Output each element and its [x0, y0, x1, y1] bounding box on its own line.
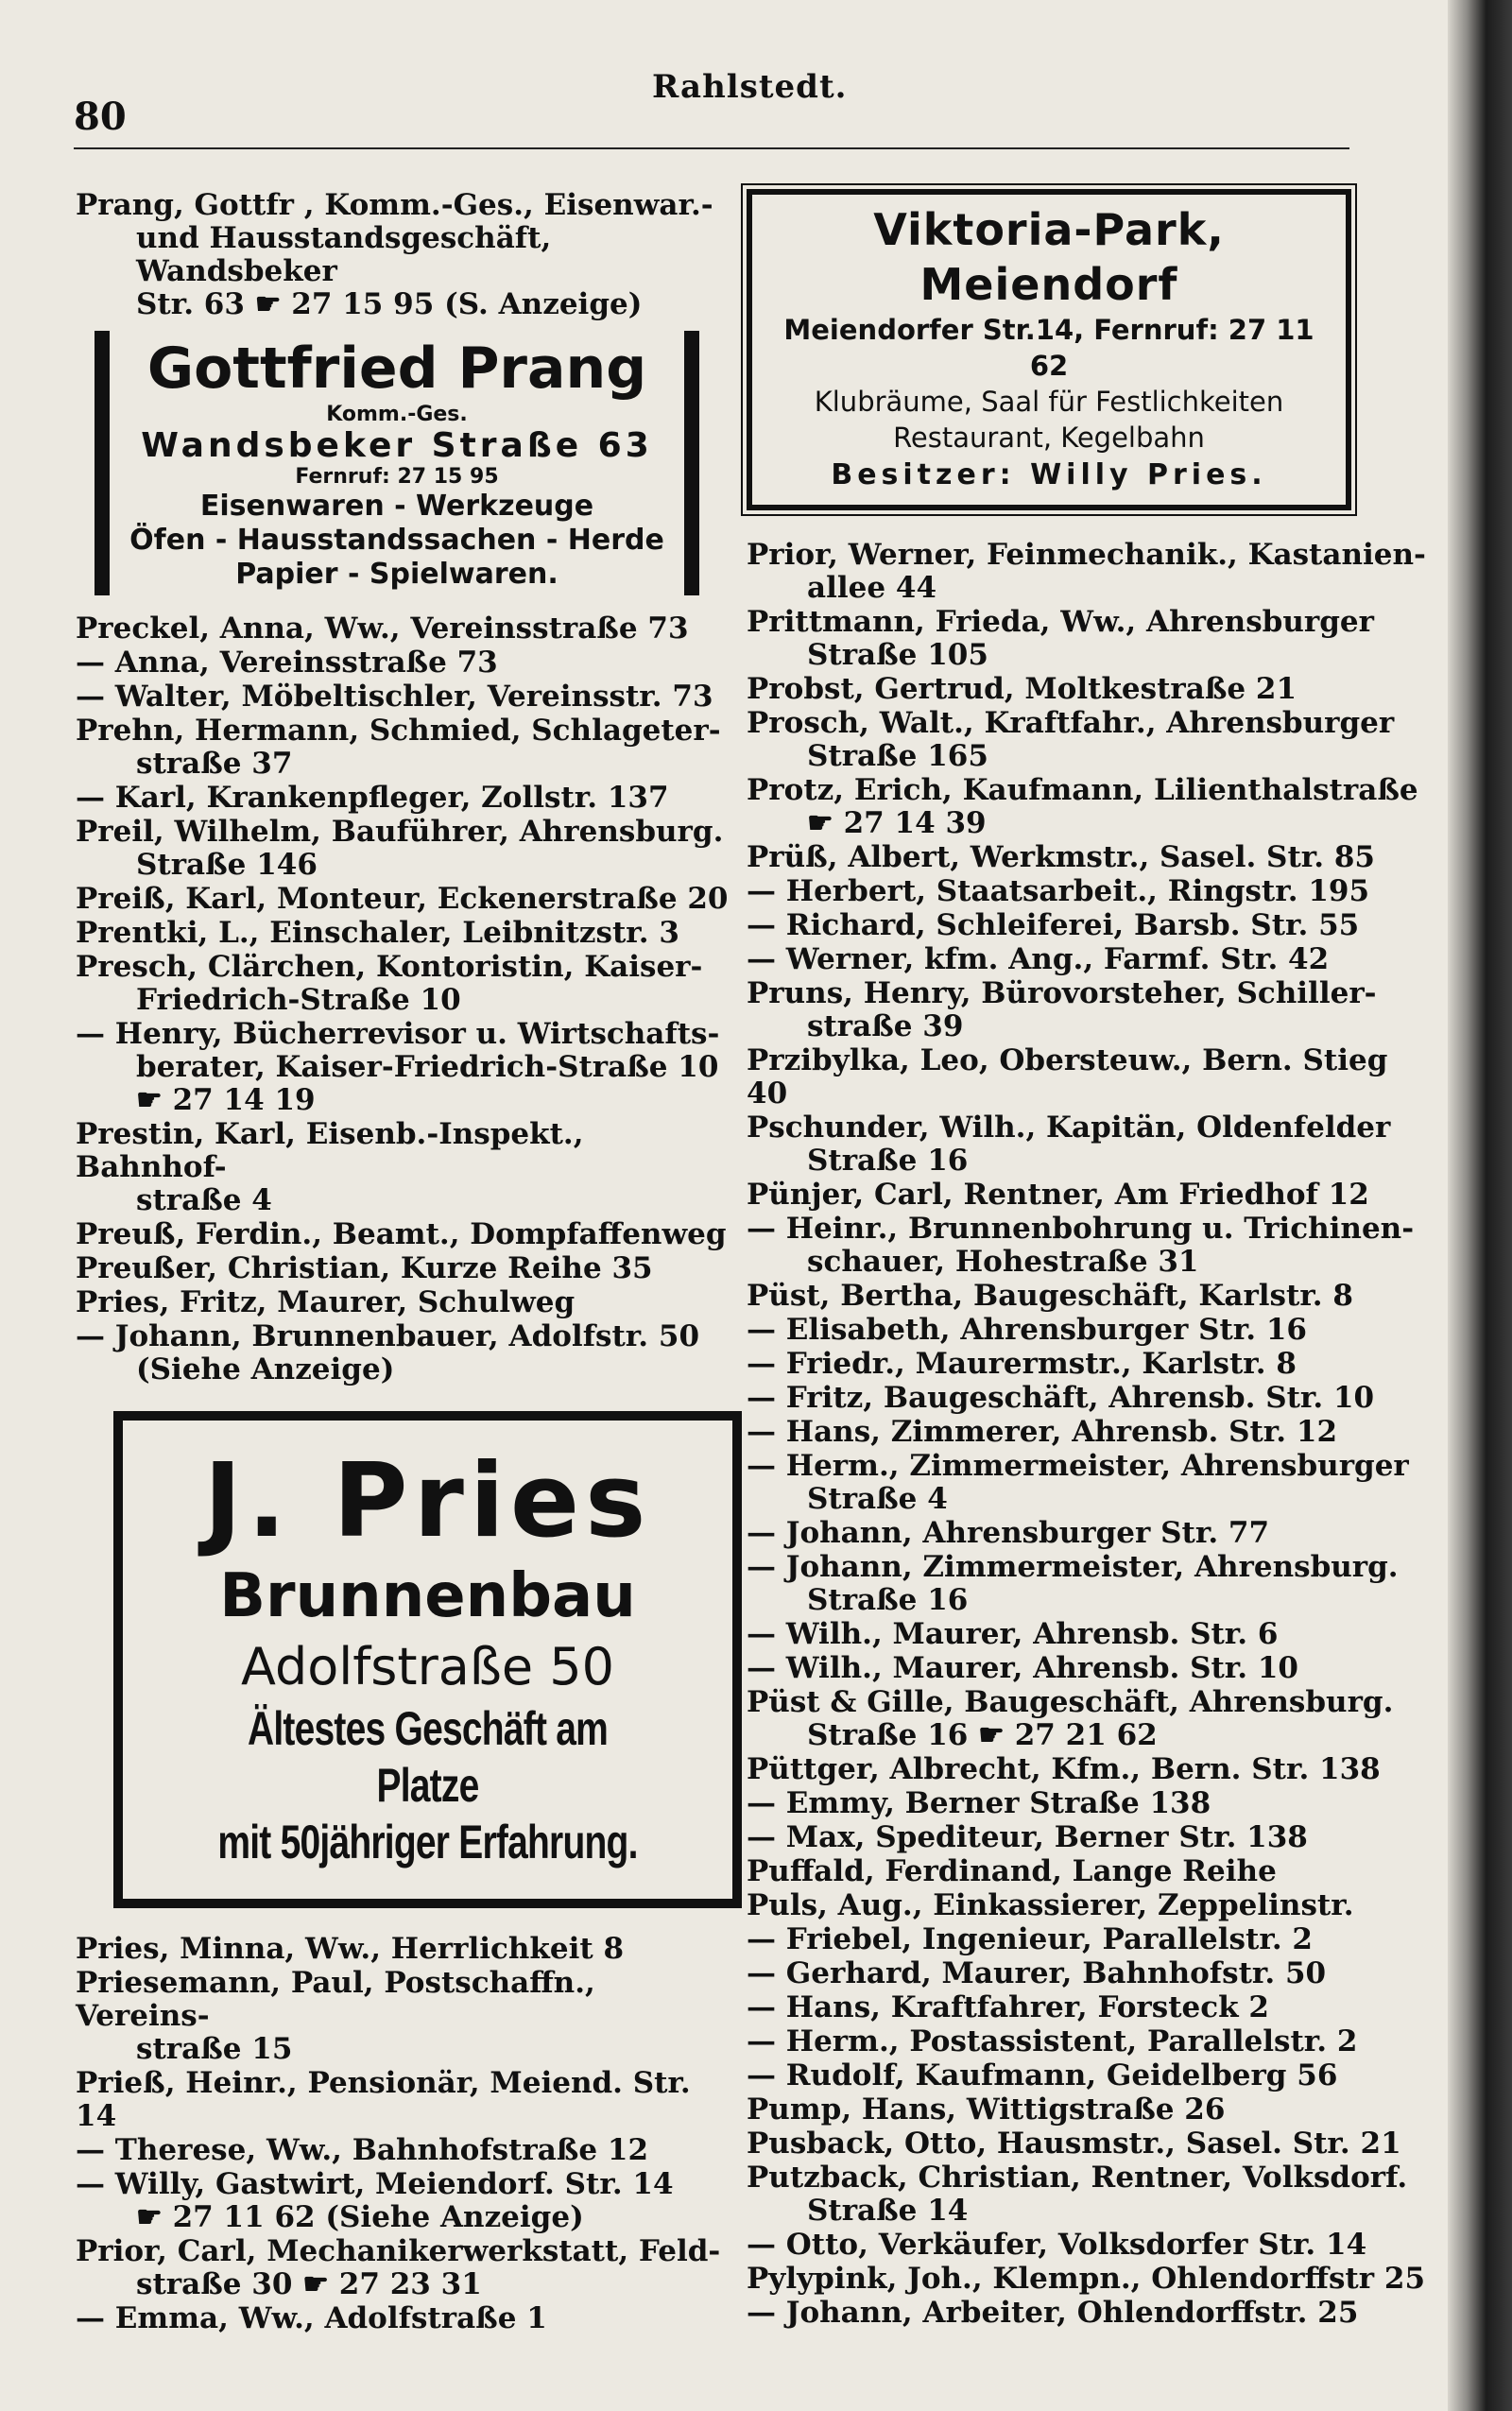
- entry-line: — Johann, Ahrensburger Str. 77: [747, 1516, 1270, 1550]
- directory-entry: [747, 875, 1427, 908]
- directory-entry: [747, 1889, 1427, 1922]
- directory-entry: [76, 816, 737, 882]
- entry-line: Przibylka, Leo, Obersteuw., Bern. Stieg 40: [747, 1043, 1388, 1111]
- directory-entry: [747, 2127, 1427, 2161]
- entry-line: Pump, Hans, Wittigstraße 26: [747, 2092, 1226, 2127]
- directory-entry: [76, 1218, 737, 1251]
- directory-entry: [76, 189, 737, 321]
- directory-entry: [76, 782, 737, 815]
- entry-continuation: Str. 63 ☛ 27 15 95 (S. Anzeige): [136, 287, 643, 321]
- directory-entry: [747, 539, 1427, 605]
- running-head: Rahlstedt.: [652, 68, 848, 106]
- directory-entry: [747, 606, 1427, 672]
- entry-line: — Fritz, Baugeschäft, Ahrensb. Str. 10: [747, 1381, 1375, 1415]
- entry-line: Preckel, Anna, Ww., Vereinsstraße 73: [76, 611, 689, 646]
- entry-continuation: straße 37: [136, 747, 293, 781]
- entry-continuation: berater, Kaiser-Friedrich-Straße 10: [136, 1050, 719, 1084]
- entry-continuation: Straße 16: [807, 1583, 969, 1617]
- entry-line: — Max, Spediteur, Berner Str. 138: [747, 1820, 1308, 1854]
- entry-line: — Hans, Zimmerer, Ahrensb. Str. 12: [747, 1415, 1338, 1449]
- directory-entry: [76, 612, 737, 646]
- directory-entry: [747, 1213, 1427, 1279]
- entry-line: Prüß, Albert, Werkmstr., Sasel. Str. 85: [747, 840, 1375, 874]
- directory-entry: [76, 2067, 737, 2133]
- directory-entry: [747, 1517, 1427, 1550]
- directory-entry: [747, 1179, 1427, 1212]
- directory-entry: [747, 1618, 1427, 1651]
- prang-advertisement: [94, 331, 699, 595]
- entry-line: — Johann, Brunnenbauer, Adolfstr. 50: [76, 1319, 700, 1353]
- entry-line: — Otto, Verkäufer, Volksdorfer Str. 14: [747, 2228, 1367, 2262]
- entry-line: — Hans, Kraftfahrer, Forsteck 2: [747, 1990, 1269, 2024]
- entry-line: Prang, Gottfr , Komm.-Ges., Eisenwar.-: [76, 188, 713, 222]
- directory-entry: [747, 841, 1427, 874]
- directory-entry: [747, 1787, 1427, 1820]
- entry-continuation: schauer, Hohestraße 31: [807, 1245, 1199, 1279]
- ad-phone: Fernruf: 27 15 95: [295, 465, 499, 489]
- entry-line: Pries, Fritz, Maurer, Schulweg: [76, 1285, 576, 1319]
- entry-continuation: Straße 105: [807, 638, 988, 672]
- entry-continuation: Friedrich-Straße 10: [136, 983, 461, 1017]
- entry-line: Priesemann, Paul, Postschaffn., Vereins-: [76, 1966, 595, 2033]
- directory-entry: [76, 1252, 737, 1285]
- entry-line: — Willy, Gastwirt, Meiendorf. Str. 14: [76, 2167, 674, 2201]
- entry-line: — Karl, Krankenpfleger, Zollstr. 137: [76, 781, 669, 815]
- entry-line: Putzback, Christian, Rentner, Volksdorf.: [747, 2161, 1408, 2195]
- entry-continuation: straße 30 ☛ 27 23 31: [136, 2267, 482, 2301]
- entry-line: — Herbert, Staatsarbeit., Ringstr. 195: [747, 874, 1370, 908]
- entry-line: — Werner, kfm. Ang., Farmf. Str. 42: [747, 942, 1330, 976]
- entry-line: — Heinr., Brunnenbohrung u. Trichinen-: [747, 1212, 1415, 1246]
- entry-list-a: [76, 189, 737, 321]
- entry-line: — Emmy, Berner Straße 138: [747, 1786, 1211, 1820]
- entry-line: — Walter, Möbeltischler, Vereinsstr. 73: [76, 680, 713, 714]
- right-column: [747, 189, 1427, 2331]
- entry-line: Presch, Clärchen, Kontoristin, Kaiser-: [76, 950, 703, 984]
- entry-line: Prior, Carl, Mechanikerwerkstatt, Feld-: [76, 2234, 721, 2268]
- header-rule: [74, 147, 1349, 149]
- directory-entry: [747, 1551, 1427, 1617]
- entry-line: Puls, Aug., Einkassierer, Zeppelinstr.: [747, 1888, 1354, 1922]
- directory-entry: [747, 673, 1427, 706]
- directory-entry: [76, 2235, 737, 2301]
- directory-entry: [747, 2161, 1427, 2228]
- directory-entry: [747, 1044, 1427, 1111]
- directory-entry: [76, 883, 737, 916]
- directory-entry: [747, 1416, 1427, 1449]
- directory-entry: [747, 1348, 1427, 1381]
- entry-line: Prehn, Hermann, Schmied, Schlageter-: [76, 714, 721, 748]
- entry-line: — Therese, Ww., Bahnhofstraße 12: [76, 2133, 649, 2167]
- entry-line: Pschunder, Wilh., Kapitän, Oldenfelder: [747, 1111, 1391, 1145]
- directory-entry: [747, 2093, 1427, 2127]
- directory-entry: [747, 2229, 1427, 2262]
- entry-line: Pusback, Otto, Hausmstr., Sasel. Str. 21: [747, 2127, 1401, 2161]
- entry-line: — Anna, Vereinsstraße 73: [76, 646, 498, 680]
- entry-line: Pries, Minna, Ww., Herrlichkeit 8: [76, 1932, 625, 1966]
- entry-line: — Henry, Bücherrevisor u. Wirtschafts-: [76, 1017, 720, 1051]
- directory-entry: [747, 2263, 1427, 2296]
- entry-continuation: Straße 14: [807, 2194, 969, 2228]
- entry-line: — Friedr., Maurermstr., Karlstr. 8: [747, 1347, 1297, 1381]
- viktoria-park-advertisement: [747, 189, 1351, 510]
- directory-entry: [747, 1450, 1427, 1516]
- entry-continuation: straße 15: [136, 2032, 293, 2066]
- directory-entry: [747, 1957, 1427, 1990]
- pries-advertisement: [113, 1411, 742, 1908]
- entry-line: Probst, Gertrud, Moltkestraße 21: [747, 672, 1297, 706]
- entry-continuation: Straße 146: [136, 848, 318, 882]
- ad-trade: Brunnenbau: [219, 1561, 636, 1631]
- directory-entry: [747, 1991, 1427, 2024]
- directory-entry: [747, 707, 1427, 773]
- directory-entry: [76, 1967, 737, 2066]
- entry-line: Prittmann, Frieda, Ww., Ahrensburger: [747, 605, 1374, 639]
- entry-line: Preußer, Christian, Kurze Reihe 35: [76, 1251, 653, 1285]
- entry-line: — Johann, Arbeiter, Ohlendorffstr. 25: [747, 2296, 1359, 2330]
- entry-continuation: straße 4: [136, 1183, 272, 1217]
- ad-features: Klubräume, Saal für Festlichkeiten: [814, 386, 1284, 418]
- ad-address: Wandsbeker Straße 63: [141, 426, 653, 465]
- entry-line: — Herm., Zimmermeister, Ahrensburger: [747, 1449, 1409, 1483]
- directory-entry: [747, 909, 1427, 942]
- ad-slogan: Ältestes Geschäft am Platze: [247, 1702, 609, 1812]
- entry-line: — Wilh., Maurer, Ahrensb. Str. 10: [747, 1651, 1299, 1685]
- directory-entry: [76, 1018, 737, 1117]
- directory-entry: [747, 1382, 1427, 1415]
- directory-entry: [747, 1280, 1427, 1313]
- directory-entry: [747, 2059, 1427, 2092]
- entry-list-c: [76, 1933, 737, 2335]
- directory-entry: [747, 1821, 1427, 1854]
- entry-line: Preil, Wilhelm, Bauführer, Ahrensburg.: [76, 815, 724, 849]
- entry-line: Püst & Gille, Baugeschäft, Ahrensburg.: [747, 1685, 1394, 1719]
- entry-line: Prentki, L., Einschaler, Leibnitzstr. 3: [76, 916, 679, 950]
- entry-continuation: Straße 4: [807, 1482, 948, 1516]
- entry-line: — Rudolf, Kaufmann, Geidelberg 56: [747, 2058, 1338, 2092]
- directory-entry: [747, 1686, 1427, 1752]
- directory-entry: [76, 2134, 737, 2167]
- entry-line: Püttger, Albrecht, Kfm., Bern. Str. 138: [747, 1752, 1381, 1786]
- entry-line: Prestin, Karl, Eisenb.-Inspekt., Bahnhof-: [76, 1117, 584, 1184]
- directory-entry: [76, 2168, 737, 2234]
- entry-line: Pylypink, Joh., Klempn., Ohlendorffstr 25: [747, 2262, 1426, 2296]
- directory-entry: [747, 1652, 1427, 1685]
- entry-line: Protz, Erich, Kaufmann, Lilienthalstraße: [747, 773, 1418, 807]
- directory-entry: [76, 917, 737, 950]
- entry-line: — Wilh., Maurer, Ahrensb. Str. 6: [747, 1617, 1279, 1651]
- ad-goods-line: Eisenwaren - Werkzeuge: [199, 490, 594, 523]
- entry-line: Prosch, Walt., Kraftfahr., Ahrensburger: [747, 706, 1395, 740]
- ad-owner: Besitzer: Willy Pries.: [831, 458, 1267, 491]
- directory-entry: [747, 2297, 1427, 2330]
- ad-goods-line: Öfen - Hausstandssachen - Herde: [129, 524, 664, 557]
- directory-entry: [747, 1314, 1427, 1347]
- entry-line: Puffald, Ferdinand, Lange Reihe: [747, 1854, 1277, 1888]
- directory-entry: [76, 1286, 737, 1319]
- directory-entry: [76, 1933, 737, 1966]
- directory-entry: [76, 715, 737, 781]
- directory-entry: [747, 1111, 1427, 1178]
- entry-continuation: straße 39: [807, 1009, 964, 1043]
- entry-line: — Gerhard, Maurer, Bahnhofstr. 50: [747, 1956, 1327, 1990]
- directory-entry: [747, 1923, 1427, 1956]
- directory-entry: [76, 1118, 737, 1217]
- entry-continuation: ☛ 27 14 39: [807, 806, 987, 840]
- entry-line: — Richard, Schleiferei, Barsb. Str. 55: [747, 908, 1360, 942]
- entry-continuation: und Hausstandsgeschäft, Wandsbeker: [136, 221, 552, 288]
- directory-entry: [747, 2025, 1427, 2058]
- book-binding-edge: [1448, 0, 1512, 2411]
- entry-line: Pünjer, Carl, Rentner, Am Friedhof 12: [747, 1178, 1369, 1212]
- directory-entry: [747, 1855, 1427, 1888]
- directory-entry: [747, 1753, 1427, 1786]
- ad-title: Gottfried Prang: [146, 336, 647, 402]
- entry-line: Preuß, Ferdin., Beamt., Dompfaffenweg: [76, 1217, 727, 1251]
- directory-entry: [76, 2302, 737, 2335]
- entry-continuation: ☛ 27 14 19: [136, 1083, 316, 1117]
- entry-line: — Emma, Ww., Adolfstraße 1: [76, 2301, 547, 2335]
- entry-line: — Johann, Zimmermeister, Ahrensburg.: [747, 1550, 1399, 1584]
- entry-continuation: Straße 165: [807, 739, 988, 773]
- entry-continuation: Straße 16 ☛ 27 21 62: [807, 1718, 1158, 1752]
- ad-address: Meiendorfer Str.14, Fernruf: 27 11 62: [783, 314, 1314, 382]
- ad-company-type: Komm.-Ges.: [326, 403, 468, 426]
- ad-goods-line: Papier - Spielwaren.: [235, 558, 558, 591]
- directory-entry: [76, 1320, 737, 1386]
- entry-line: — Elisabeth, Ahrensburger Str. 16: [747, 1313, 1307, 1347]
- entry-line: Prior, Werner, Feinmechanik., Kastanien-: [747, 538, 1426, 572]
- entry-line: — Herm., Postassistent, Parallelstr. 2: [747, 2024, 1358, 2058]
- entry-line: Preiß, Karl, Monteur, Eckenerstraße 20: [76, 882, 729, 916]
- entry-line: Prieß, Heinr., Pensionär, Meiend. Str. 14: [76, 2066, 691, 2133]
- ad-name: J. Pries: [203, 1442, 652, 1560]
- directory-entry: [747, 774, 1427, 840]
- entry-continuation: Straße 16: [807, 1144, 969, 1178]
- directory-entry: [747, 943, 1427, 976]
- ad-features: Restaurant, Kegelbahn: [893, 422, 1205, 454]
- entry-continuation: allee 44: [807, 571, 937, 605]
- entry-list-right: [747, 539, 1427, 2330]
- entry-line: Püst, Bertha, Baugeschäft, Karlstr. 8: [747, 1279, 1353, 1313]
- directory-entry: [76, 680, 737, 714]
- entry-list-b: [76, 612, 737, 1386]
- ad-address: Adolfstraße 50: [240, 1637, 615, 1696]
- entry-continuation: ☛ 27 11 62 (Siehe Anzeige): [136, 2200, 584, 2234]
- left-column: [76, 189, 737, 2336]
- ad-title: Viktoria-Park, Meiendorf: [873, 204, 1225, 310]
- directory-entry: [747, 977, 1427, 1043]
- entry-line: — Friebel, Ingenieur, Parallelstr. 2: [747, 1922, 1313, 1956]
- ad-slogan: mit 50jähriger Erfahrung.: [217, 1816, 638, 1869]
- entry-continuation: (Siehe Anzeige): [136, 1352, 395, 1386]
- directory-entry: [76, 951, 737, 1017]
- entry-line: Pruns, Henry, Bürovorsteher, Schiller-: [747, 976, 1377, 1010]
- page-number: 80: [74, 95, 127, 139]
- directory-entry: [76, 646, 737, 680]
